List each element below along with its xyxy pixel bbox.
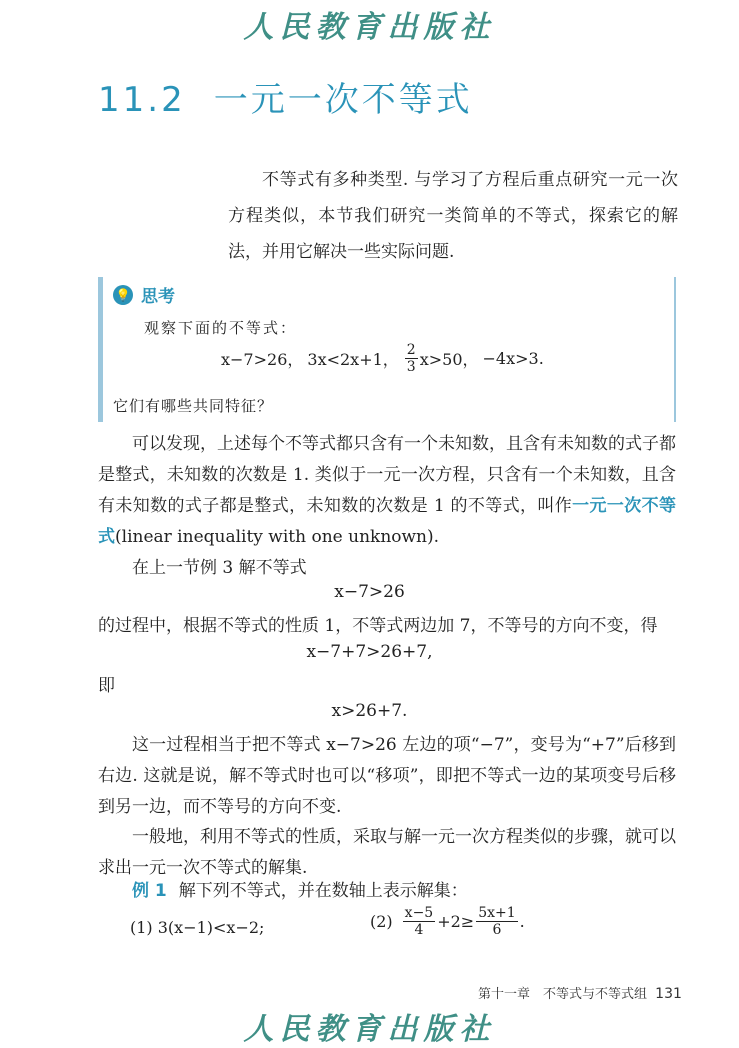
section-title-text: 一元一次不等式 <box>213 80 473 120</box>
fraction-denominator: 6 <box>492 922 502 938</box>
paragraph-transposition: 这一过程相当于把不等式 x−7>26 左边的项“−7”，变号为“+7”后移到右边. 这就是说，解不等式时也可以“移项”，即把不等式一边的某项变号后移到另一边，而不等号的方向不变. <box>98 735 676 817</box>
fraction-numerator: 2 <box>406 342 416 358</box>
paragraph-general: 一般地，利用不等式的性质，采取与解一元一次方程类似的步骤，就可以求出一元一次不等式的解集. <box>98 827 676 878</box>
inequality-3: x>50， <box>419 350 479 369</box>
publisher-logo-bottom: 人民教育出版社 <box>243 1012 496 1047</box>
equation-1: x−7>26 <box>334 582 405 602</box>
section-title <box>98 72 473 121</box>
inequality-1: x−7>26， <box>221 350 304 369</box>
think-instruction: 观察下面的不等式： <box>144 319 298 337</box>
paragraph-ji: 即 <box>98 676 115 696</box>
page-footer <box>478 983 682 1002</box>
example-label: 例 1 <box>132 881 167 901</box>
fraction-5x-plus-1-over-6 <box>476 905 517 938</box>
think-question: 它们有哪些共同特征？ <box>113 397 274 415</box>
equation-3: x>26+7. <box>331 701 408 721</box>
example-text: 解下列不等式，并在数轴上表示解集： <box>178 881 468 901</box>
think-heading-text: 思考 <box>141 287 175 307</box>
equation-2: x−7+7>26+7, <box>306 642 433 662</box>
definition-text: 可以发现，上述每个不等式都只含有一个未知数，且含有未知数的式子都是整式，未知数的次数是 1. 类似于一元一次方程，只含有一个未知数，且含有未知数的式子都是整式，未知数的次数是 1 的不等式，叫作 <box>98 434 676 516</box>
think-heading <box>113 282 175 307</box>
think-box <box>98 277 676 422</box>
example-part-2 <box>370 905 525 938</box>
definition-paragraph <box>98 429 676 553</box>
inequality-2: 3x<2x+1， <box>307 350 399 369</box>
fraction-numerator: x−5 <box>404 905 434 921</box>
example-1 <box>98 876 676 907</box>
part-2-middle: +2≥ <box>437 912 475 931</box>
paragraph-example-ref: 在上一节例 3 解不等式 <box>132 558 307 578</box>
fraction-numerator: 5x+1 <box>478 905 516 921</box>
think-inequalities <box>221 342 544 375</box>
section-number: 11.2 <box>98 80 186 120</box>
part-2-end: . <box>519 912 525 931</box>
inequality-4: −4x>3. <box>482 349 544 368</box>
definition-english: (linear inequality with one unknown). <box>115 527 440 547</box>
part-2-label: (2) <box>370 912 393 931</box>
chapter-label: 第十一章 不等式与不等式组 <box>478 987 648 1002</box>
lightbulb-icon: 💡 <box>113 285 133 305</box>
paragraph-property: 的过程中，根据不等式的性质 1，不等式两边加 7，不等号的方向不变，得 <box>98 616 658 636</box>
fraction-denominator: 4 <box>414 922 424 938</box>
page-number: 131 <box>655 986 682 1002</box>
fraction-denominator: 3 <box>406 359 416 375</box>
fraction-x-minus-5-over-4 <box>403 905 436 938</box>
intro-paragraph: 不等式有多种类型. 与学习了方程后重点研究一元一次方程类似，本节我们研究一类简单的不等式，探索它的解法，并用它解决一些实际问题. <box>228 170 678 262</box>
fraction-two-thirds <box>405 342 418 375</box>
key-term: 一元一次不等式 <box>98 496 676 547</box>
publisher-logo-top: 人民教育出版社 <box>243 10 496 45</box>
example-part-1: (1) 3(x−1)<x−2; <box>130 918 265 937</box>
